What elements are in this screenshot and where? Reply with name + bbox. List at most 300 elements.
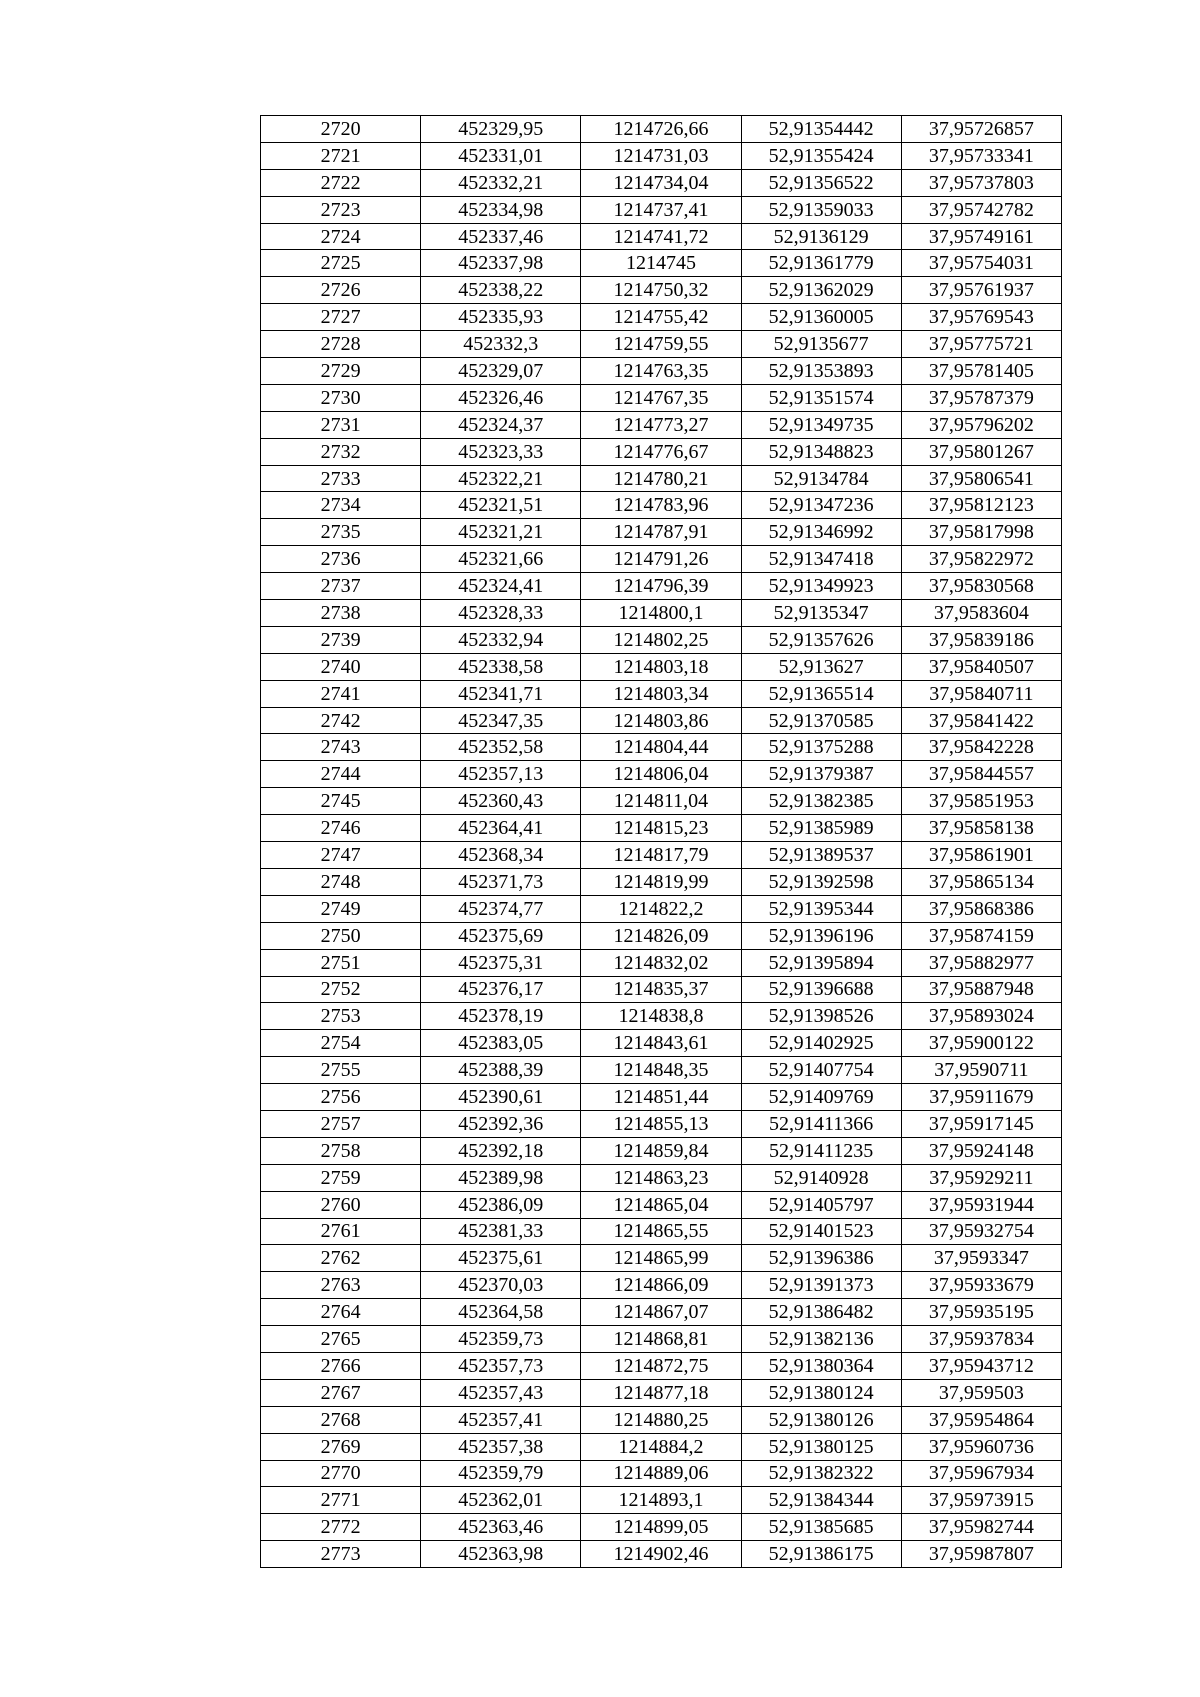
y-coordinate-cell: 1214741,72 (581, 223, 741, 250)
x-coordinate-cell: 452324,37 (421, 411, 581, 438)
x-coordinate-cell: 452334,98 (421, 196, 581, 223)
longitude-cell: 37,95781405 (901, 358, 1061, 385)
x-coordinate-cell: 452368,34 (421, 842, 581, 869)
y-coordinate-cell: 1214832,02 (581, 949, 741, 976)
table-row (261, 438, 1062, 465)
latitude-cell: 52,91347418 (741, 546, 901, 573)
longitude-cell: 37,95733341 (901, 142, 1061, 169)
table-row (261, 1137, 1062, 1164)
x-coordinate-cell: 452335,93 (421, 304, 581, 331)
latitude-cell: 52,91353893 (741, 358, 901, 385)
point-number-cell: 2773 (261, 1541, 421, 1568)
latitude-cell: 52,91405797 (741, 1191, 901, 1218)
point-number-cell: 2758 (261, 1137, 421, 1164)
point-number-cell: 2731 (261, 411, 421, 438)
latitude-cell: 52,91401523 (741, 1218, 901, 1245)
table-row (261, 922, 1062, 949)
table-row (261, 1218, 1062, 1245)
table-row (261, 277, 1062, 304)
latitude-cell: 52,91395894 (741, 949, 901, 976)
x-coordinate-cell: 452337,46 (421, 223, 581, 250)
longitude-cell: 37,95931944 (901, 1191, 1061, 1218)
point-number-cell: 2768 (261, 1406, 421, 1433)
point-number-cell: 2723 (261, 196, 421, 223)
longitude-cell: 37,95830568 (901, 573, 1061, 600)
y-coordinate-cell: 1214859,84 (581, 1137, 741, 1164)
point-number-cell: 2772 (261, 1514, 421, 1541)
latitude-cell: 52,91391373 (741, 1272, 901, 1299)
x-coordinate-cell: 452370,03 (421, 1272, 581, 1299)
table-row (261, 1406, 1062, 1433)
y-coordinate-cell: 1214731,03 (581, 142, 741, 169)
longitude-cell: 37,95842228 (901, 734, 1061, 761)
y-coordinate-cell: 1214811,04 (581, 788, 741, 815)
x-coordinate-cell: 452386,09 (421, 1191, 581, 1218)
table-row (261, 250, 1062, 277)
table-row (261, 573, 1062, 600)
longitude-cell: 37,95801267 (901, 438, 1061, 465)
y-coordinate-cell: 1214902,46 (581, 1541, 741, 1568)
latitude-cell: 52,91347236 (741, 492, 901, 519)
table-row (261, 492, 1062, 519)
x-coordinate-cell: 452321,21 (421, 519, 581, 546)
y-coordinate-cell: 1214872,75 (581, 1352, 741, 1379)
longitude-cell: 37,95967934 (901, 1460, 1061, 1487)
y-coordinate-cell: 1214880,25 (581, 1406, 741, 1433)
x-coordinate-cell: 452363,98 (421, 1541, 581, 1568)
longitude-cell: 37,95840711 (901, 680, 1061, 707)
latitude-cell: 52,91359033 (741, 196, 901, 223)
y-coordinate-cell: 1214726,66 (581, 116, 741, 143)
longitude-cell: 37,95769543 (901, 304, 1061, 331)
latitude-cell: 52,91356522 (741, 169, 901, 196)
point-number-cell: 2757 (261, 1110, 421, 1137)
y-coordinate-cell: 1214745 (581, 250, 741, 277)
y-coordinate-cell: 1214884,2 (581, 1433, 741, 1460)
longitude-cell: 37,95929211 (901, 1164, 1061, 1191)
latitude-cell: 52,91360005 (741, 304, 901, 331)
point-number-cell: 2738 (261, 600, 421, 627)
y-coordinate-cell: 1214734,04 (581, 169, 741, 196)
table-row (261, 1057, 1062, 1084)
point-number-cell: 2727 (261, 304, 421, 331)
point-number-cell: 2762 (261, 1245, 421, 1272)
point-number-cell: 2750 (261, 922, 421, 949)
y-coordinate-cell: 1214835,37 (581, 976, 741, 1003)
longitude-cell: 37,95868386 (901, 895, 1061, 922)
x-coordinate-cell: 452388,39 (421, 1057, 581, 1084)
longitude-cell: 37,95754031 (901, 250, 1061, 277)
table-row (261, 1433, 1062, 1460)
longitude-cell: 37,95761937 (901, 277, 1061, 304)
y-coordinate-cell: 1214867,07 (581, 1299, 741, 1326)
longitude-cell: 37,95737803 (901, 169, 1061, 196)
x-coordinate-cell: 452375,31 (421, 949, 581, 976)
longitude-cell: 37,95933679 (901, 1272, 1061, 1299)
x-coordinate-cell: 452338,22 (421, 277, 581, 304)
table-row (261, 304, 1062, 331)
latitude-cell: 52,91351574 (741, 384, 901, 411)
x-coordinate-cell: 452341,71 (421, 680, 581, 707)
point-number-cell: 2747 (261, 842, 421, 869)
coordinates-table-body (261, 116, 1062, 1568)
latitude-cell: 52,91348823 (741, 438, 901, 465)
y-coordinate-cell: 1214893,1 (581, 1487, 741, 1514)
point-number-cell: 2754 (261, 1030, 421, 1057)
point-number-cell: 2724 (261, 223, 421, 250)
table-row (261, 1326, 1062, 1353)
latitude-cell: 52,91385685 (741, 1514, 901, 1541)
longitude-cell: 37,95932754 (901, 1218, 1061, 1245)
y-coordinate-cell: 1214815,23 (581, 815, 741, 842)
table-row (261, 1514, 1062, 1541)
coordinates-table (260, 115, 1062, 1568)
point-number-cell: 2733 (261, 465, 421, 492)
longitude-cell: 37,95865134 (901, 868, 1061, 895)
table-row (261, 465, 1062, 492)
point-number-cell: 2761 (261, 1218, 421, 1245)
point-number-cell: 2730 (261, 384, 421, 411)
table-row (261, 680, 1062, 707)
x-coordinate-cell: 452374,77 (421, 895, 581, 922)
point-number-cell: 2765 (261, 1326, 421, 1353)
table-row (261, 895, 1062, 922)
y-coordinate-cell: 1214796,39 (581, 573, 741, 600)
point-number-cell: 2771 (261, 1487, 421, 1514)
table-row (261, 1541, 1062, 1568)
x-coordinate-cell: 452383,05 (421, 1030, 581, 1057)
longitude-cell: 37,95806541 (901, 465, 1061, 492)
x-coordinate-cell: 452378,19 (421, 1003, 581, 1030)
longitude-cell: 37,95900122 (901, 1030, 1061, 1057)
point-number-cell: 2770 (261, 1460, 421, 1487)
y-coordinate-cell: 1214755,42 (581, 304, 741, 331)
latitude-cell: 52,9140928 (741, 1164, 901, 1191)
latitude-cell: 52,91382322 (741, 1460, 901, 1487)
point-number-cell: 2736 (261, 546, 421, 573)
latitude-cell: 52,91386175 (741, 1541, 901, 1568)
y-coordinate-cell: 1214806,04 (581, 761, 741, 788)
x-coordinate-cell: 452362,01 (421, 1487, 581, 1514)
latitude-cell: 52,91396196 (741, 922, 901, 949)
x-coordinate-cell: 452363,46 (421, 1514, 581, 1541)
x-coordinate-cell: 452321,66 (421, 546, 581, 573)
latitude-cell: 52,91380364 (741, 1352, 901, 1379)
latitude-cell: 52,91382385 (741, 788, 901, 815)
latitude-cell: 52,91380125 (741, 1433, 901, 1460)
point-number-cell: 2766 (261, 1352, 421, 1379)
latitude-cell: 52,9136129 (741, 223, 901, 250)
y-coordinate-cell: 1214855,13 (581, 1110, 741, 1137)
table-row (261, 169, 1062, 196)
y-coordinate-cell: 1214865,55 (581, 1218, 741, 1245)
y-coordinate-cell: 1214780,21 (581, 465, 741, 492)
point-number-cell: 2767 (261, 1379, 421, 1406)
x-coordinate-cell: 452326,46 (421, 384, 581, 411)
x-coordinate-cell: 452329,95 (421, 116, 581, 143)
longitude-cell: 37,95935195 (901, 1299, 1061, 1326)
x-coordinate-cell: 452375,61 (421, 1245, 581, 1272)
table-row (261, 734, 1062, 761)
point-number-cell: 2734 (261, 492, 421, 519)
table-row (261, 1003, 1062, 1030)
longitude-cell: 37,95924148 (901, 1137, 1061, 1164)
longitude-cell: 37,95937834 (901, 1326, 1061, 1353)
table-row (261, 1110, 1062, 1137)
longitude-cell: 37,95987807 (901, 1541, 1061, 1568)
longitude-cell: 37,95787379 (901, 384, 1061, 411)
point-number-cell: 2742 (261, 707, 421, 734)
x-coordinate-cell: 452359,73 (421, 1326, 581, 1353)
longitude-cell: 37,95893024 (901, 1003, 1061, 1030)
point-number-cell: 2743 (261, 734, 421, 761)
table-row (261, 761, 1062, 788)
y-coordinate-cell: 1214803,86 (581, 707, 741, 734)
y-coordinate-cell: 1214804,44 (581, 734, 741, 761)
y-coordinate-cell: 1214773,27 (581, 411, 741, 438)
y-coordinate-cell: 1214877,18 (581, 1379, 741, 1406)
x-coordinate-cell: 452376,17 (421, 976, 581, 1003)
table-row (261, 1191, 1062, 1218)
table-row (261, 358, 1062, 385)
table-row (261, 1030, 1062, 1057)
longitude-cell: 37,95917145 (901, 1110, 1061, 1137)
x-coordinate-cell: 452331,01 (421, 142, 581, 169)
latitude-cell: 52,91407754 (741, 1057, 901, 1084)
x-coordinate-cell: 452332,21 (421, 169, 581, 196)
latitude-cell: 52,91375288 (741, 734, 901, 761)
longitude-cell: 37,95726857 (901, 116, 1061, 143)
x-coordinate-cell: 452392,18 (421, 1137, 581, 1164)
longitude-cell: 37,95861901 (901, 842, 1061, 869)
latitude-cell: 52,913627 (741, 653, 901, 680)
point-number-cell: 2752 (261, 976, 421, 1003)
point-number-cell: 2740 (261, 653, 421, 680)
x-coordinate-cell: 452328,33 (421, 600, 581, 627)
table-row (261, 1164, 1062, 1191)
table-row (261, 653, 1062, 680)
y-coordinate-cell: 1214863,23 (581, 1164, 741, 1191)
x-coordinate-cell: 452332,94 (421, 626, 581, 653)
x-coordinate-cell: 452392,36 (421, 1110, 581, 1137)
point-number-cell: 2728 (261, 331, 421, 358)
latitude-cell: 52,9135347 (741, 600, 901, 627)
latitude-cell: 52,91346992 (741, 519, 901, 546)
point-number-cell: 2756 (261, 1084, 421, 1111)
table-row (261, 116, 1062, 143)
point-number-cell: 2753 (261, 1003, 421, 1030)
x-coordinate-cell: 452357,38 (421, 1433, 581, 1460)
x-coordinate-cell: 452324,41 (421, 573, 581, 600)
longitude-cell: 37,95882977 (901, 949, 1061, 976)
x-coordinate-cell: 452375,69 (421, 922, 581, 949)
table-row (261, 196, 1062, 223)
point-number-cell: 2725 (261, 250, 421, 277)
latitude-cell: 52,91402925 (741, 1030, 901, 1057)
longitude-cell: 37,95973915 (901, 1487, 1061, 1514)
point-number-cell: 2745 (261, 788, 421, 815)
longitude-cell: 37,95887948 (901, 976, 1061, 1003)
x-coordinate-cell: 452323,33 (421, 438, 581, 465)
y-coordinate-cell: 1214803,34 (581, 680, 741, 707)
latitude-cell: 52,91380126 (741, 1406, 901, 1433)
latitude-cell: 52,91365514 (741, 680, 901, 707)
table-row (261, 411, 1062, 438)
latitude-cell: 52,91380124 (741, 1379, 901, 1406)
y-coordinate-cell: 1214800,1 (581, 600, 741, 627)
longitude-cell: 37,95817998 (901, 519, 1061, 546)
latitude-cell: 52,91411366 (741, 1110, 901, 1137)
table-row (261, 546, 1062, 573)
point-number-cell: 2749 (261, 895, 421, 922)
longitude-cell: 37,95943712 (901, 1352, 1061, 1379)
longitude-cell: 37,9590711 (901, 1057, 1061, 1084)
table-row (261, 1084, 1062, 1111)
x-coordinate-cell: 452321,51 (421, 492, 581, 519)
point-number-cell: 2722 (261, 169, 421, 196)
latitude-cell: 52,91349735 (741, 411, 901, 438)
longitude-cell: 37,9583604 (901, 600, 1061, 627)
y-coordinate-cell: 1214763,35 (581, 358, 741, 385)
table-row (261, 600, 1062, 627)
latitude-cell: 52,91357626 (741, 626, 901, 653)
table-row (261, 142, 1062, 169)
longitude-cell: 37,95911679 (901, 1084, 1061, 1111)
longitude-cell: 37,959503 (901, 1379, 1061, 1406)
point-number-cell: 2741 (261, 680, 421, 707)
x-coordinate-cell: 452338,58 (421, 653, 581, 680)
y-coordinate-cell: 1214791,26 (581, 546, 741, 573)
point-number-cell: 2751 (261, 949, 421, 976)
latitude-cell: 52,91354442 (741, 116, 901, 143)
x-coordinate-cell: 452357,43 (421, 1379, 581, 1406)
y-coordinate-cell: 1214819,99 (581, 868, 741, 895)
latitude-cell: 52,91392598 (741, 868, 901, 895)
y-coordinate-cell: 1214767,35 (581, 384, 741, 411)
point-number-cell: 2721 (261, 142, 421, 169)
x-coordinate-cell: 452357,41 (421, 1406, 581, 1433)
y-coordinate-cell: 1214899,05 (581, 1514, 741, 1541)
point-number-cell: 2769 (261, 1433, 421, 1460)
point-number-cell: 2732 (261, 438, 421, 465)
longitude-cell: 37,95960736 (901, 1433, 1061, 1460)
latitude-cell: 52,91386482 (741, 1299, 901, 1326)
latitude-cell: 52,91384344 (741, 1487, 901, 1514)
longitude-cell: 37,95812123 (901, 492, 1061, 519)
table-row (261, 707, 1062, 734)
longitude-cell: 37,95840507 (901, 653, 1061, 680)
table-row (261, 976, 1062, 1003)
longitude-cell: 37,95858138 (901, 815, 1061, 842)
point-number-cell: 2739 (261, 626, 421, 653)
table-row (261, 1487, 1062, 1514)
longitude-cell: 37,95851953 (901, 788, 1061, 815)
x-coordinate-cell: 452381,33 (421, 1218, 581, 1245)
table-row (261, 1245, 1062, 1272)
latitude-cell: 52,9134784 (741, 465, 901, 492)
longitude-cell: 37,95841422 (901, 707, 1061, 734)
x-coordinate-cell: 452360,43 (421, 788, 581, 815)
longitude-cell: 37,95749161 (901, 223, 1061, 250)
x-coordinate-cell: 452337,98 (421, 250, 581, 277)
y-coordinate-cell: 1214843,61 (581, 1030, 741, 1057)
point-number-cell: 2737 (261, 573, 421, 600)
y-coordinate-cell: 1214868,81 (581, 1326, 741, 1353)
table-row (261, 788, 1062, 815)
x-coordinate-cell: 452357,13 (421, 761, 581, 788)
x-coordinate-cell: 452359,79 (421, 1460, 581, 1487)
latitude-cell: 52,91396688 (741, 976, 901, 1003)
y-coordinate-cell: 1214737,41 (581, 196, 741, 223)
y-coordinate-cell: 1214838,8 (581, 1003, 741, 1030)
latitude-cell: 52,91389537 (741, 842, 901, 869)
y-coordinate-cell: 1214787,91 (581, 519, 741, 546)
longitude-cell: 37,9593347 (901, 1245, 1061, 1272)
latitude-cell: 52,91349923 (741, 573, 901, 600)
table-row (261, 868, 1062, 895)
x-coordinate-cell: 452357,73 (421, 1352, 581, 1379)
latitude-cell: 52,91370585 (741, 707, 901, 734)
longitude-cell: 37,95954864 (901, 1406, 1061, 1433)
longitude-cell: 37,95982744 (901, 1514, 1061, 1541)
latitude-cell: 52,91379387 (741, 761, 901, 788)
y-coordinate-cell: 1214776,67 (581, 438, 741, 465)
y-coordinate-cell: 1214817,79 (581, 842, 741, 869)
y-coordinate-cell: 1214851,44 (581, 1084, 741, 1111)
x-coordinate-cell: 452322,21 (421, 465, 581, 492)
longitude-cell: 37,95822972 (901, 546, 1061, 573)
table-row (261, 815, 1062, 842)
table-row (261, 949, 1062, 976)
point-number-cell: 2726 (261, 277, 421, 304)
latitude-cell: 52,91382136 (741, 1326, 901, 1353)
y-coordinate-cell: 1214750,32 (581, 277, 741, 304)
longitude-cell: 37,95775721 (901, 331, 1061, 358)
x-coordinate-cell: 452389,98 (421, 1164, 581, 1191)
y-coordinate-cell: 1214865,04 (581, 1191, 741, 1218)
table-row (261, 1299, 1062, 1326)
longitude-cell: 37,95796202 (901, 411, 1061, 438)
y-coordinate-cell: 1214783,96 (581, 492, 741, 519)
latitude-cell: 52,91395344 (741, 895, 901, 922)
y-coordinate-cell: 1214802,25 (581, 626, 741, 653)
x-coordinate-cell: 452332,3 (421, 331, 581, 358)
point-number-cell: 2748 (261, 868, 421, 895)
table-row (261, 331, 1062, 358)
point-number-cell: 2746 (261, 815, 421, 842)
x-coordinate-cell: 452347,35 (421, 707, 581, 734)
table-row (261, 1272, 1062, 1299)
x-coordinate-cell: 452371,73 (421, 868, 581, 895)
point-number-cell: 2759 (261, 1164, 421, 1191)
x-coordinate-cell: 452352,58 (421, 734, 581, 761)
point-number-cell: 2735 (261, 519, 421, 546)
x-coordinate-cell: 452329,07 (421, 358, 581, 385)
latitude-cell: 52,91411235 (741, 1137, 901, 1164)
table-row (261, 842, 1062, 869)
point-number-cell: 2744 (261, 761, 421, 788)
table-row (261, 223, 1062, 250)
latitude-cell: 52,91362029 (741, 277, 901, 304)
table-row (261, 626, 1062, 653)
table-row (261, 1379, 1062, 1406)
point-number-cell: 2764 (261, 1299, 421, 1326)
y-coordinate-cell: 1214866,09 (581, 1272, 741, 1299)
longitude-cell: 37,95874159 (901, 922, 1061, 949)
table-row (261, 1460, 1062, 1487)
point-number-cell: 2755 (261, 1057, 421, 1084)
latitude-cell: 52,91409769 (741, 1084, 901, 1111)
